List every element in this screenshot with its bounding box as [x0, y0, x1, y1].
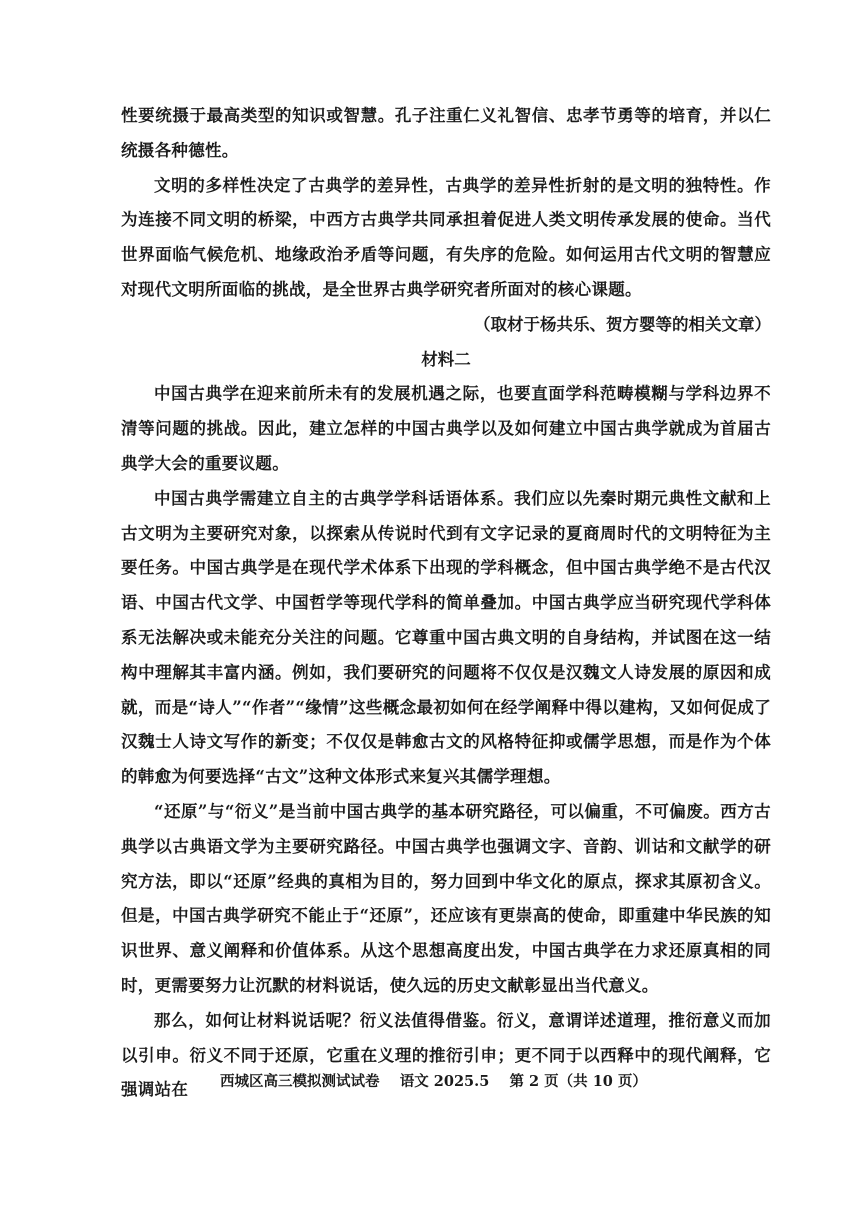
page-content — [121, 99, 771, 1108]
page-footer: 西城区高三模拟测试试卷 语文 2025.5 第 2 页（共 10 页） — [220, 1073, 647, 1090]
paragraph-discourse-system: 中国古典学需建立自主的古典学学科话语体系。我们应以先秦时期元典性文献和上古文明为主要研究对象，以探索从传说时代到有文字记录的夏商周时代的文明特征为主要任务。中国古典学是在现代学术体系下出现的学科概念，但中国古典学绝不是古代汉语、中国古代文学、中国哲学等现代学科的简单叠加。中国古典学应当研究现代学科体系无法解决或未能充分关注的问题。它尊重中国古典文明的自身结构，并试图在这一结构中理解其丰富内涵。例如，我们要研究的问题将不仅仅是汉魏文人诗发展的原因和成就，而是“诗人”“作者”“缘情”这些概念最初如何在经学阐释中得以建构，又如何促成了汉魏士人诗文写作的新变；不仅仅是韩愈古文的风格特征抑或儒学思想，而是作为个体的韩愈为何要选择“古文”这种文体形式来复兴其儒学理想。 — [121, 488, 771, 787]
section-heading-material-two: 材料二 — [421, 349, 471, 369]
paragraph-continuation: 性要统摄于最高类型的知识或智慧。孔子注重仁义礼智信、忠孝节勇等的培育，并以仁统摄各种德性。 — [121, 106, 771, 160]
paragraph-opportunity: 中国古典学在迎来前所未有的发展机遇之际，也要直面学科范畴模糊与学科边界不清等问题的挑战。因此，建立怎样的中国古典学以及如何建立中国古典学就成为首届古典学大会的重要议题。 — [121, 384, 771, 473]
paragraph-restore-and-elaborate: “还原”与“衍义”是当前中国古典学的基本研究路径，可以偏重，不可偏废。西方古典学以古典语文学为主要研究路径。中国古典学也强调文字、音韵、训诂和文献学的研究方法，即以“还原”经典的真相为目的，努力回到中华文化的原点，探求其原初含义。但是，中国古典学研究不能止于“还原”，还应该有更崇高的使命，即重建中华民族的知识世界、意义阐释和价值体系。从这个思想高度出发，中国古典学在力求还原真相的同时，更需要努力让沉默的材料说话，使久远的历史文献彰显出当代意义。 — [121, 801, 771, 995]
source-citation: （取材于杨共乐、贺方婴等的相关文章） — [474, 314, 771, 334]
paragraph-elaboration-method: 那么，如何让材料说话呢？衍义法值得借鉴。衍义，意谓详述道理，推衍意义而加以引申。衍义不同于还原，它重在义理的推衍引申；更不同于以西释中的现代阐释，它强调站在 — [121, 1010, 771, 1100]
paragraph-civilization-diversity: 文明的多样性决定了古典学的差异性，古典学的差异性折射的是文明的独特性。作为连接不同文明的桥梁，中西方古典学共同承担着促进人类文明传承发展的使命。当代世界面临气候危机、地缘政治矛盾等问题，有失序的危险。如何运用古代文明的智慧应对现代文明所面临的挑战，是全世界古典学研究者所面对的核心课题。 — [121, 175, 771, 299]
